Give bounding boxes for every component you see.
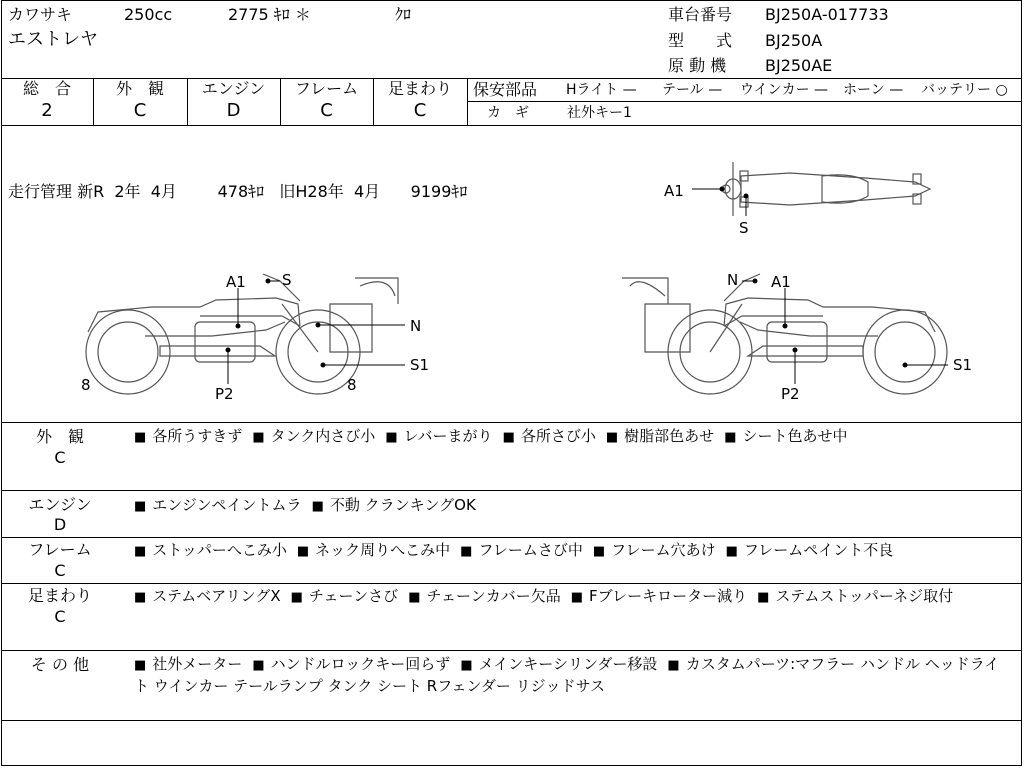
grade-exterior-label: 外 観 — [115, 79, 164, 98]
left-label-s1: S1 — [410, 356, 430, 374]
section-suspension-items: ■ ステムベアリングX■ チェーンさび■ チェーンカバー欠品■ Fブレーキローター減り■ ステムストッパーネジ取付 — [134, 586, 1009, 608]
grade-overall-value: 2 — [41, 100, 53, 121]
section-frame-title: フレーム — [28, 540, 92, 559]
section-suspension-title: 足まわり — [27, 586, 92, 605]
safety-item-battery: バッテリー ○ — [921, 82, 1008, 98]
safety-item-winker: ウインカー — — [740, 82, 829, 98]
key-value: 社外キー1 — [567, 105, 632, 121]
grade-frame-label: フレーム — [294, 79, 359, 98]
left-label-p2: P2 — [215, 385, 234, 403]
safety-item-headlight: Hライト — — [566, 82, 637, 98]
damage-diagram — [0, 126, 1022, 422]
section-frame-grade: C — [54, 561, 66, 580]
left-label-s: S — [282, 271, 292, 289]
safety-item-tail: テール — — [662, 82, 723, 98]
grade-suspension-value: C — [413, 100, 427, 121]
model-name: エストレヤ — [8, 29, 98, 50]
right-label-s1: S1 — [953, 356, 973, 374]
section-engine-title: エンジン — [28, 495, 92, 514]
left-label-n: N — [410, 317, 422, 335]
odometer-history: 走行管理 新R 2年 4月 478ｷﾛ 旧H28年 4月 9199ｷﾛ — [8, 182, 468, 201]
top-label-s: S — [739, 219, 749, 237]
safety-item-horn: ホーン — — [843, 82, 904, 98]
chassis-label: 車台番号 — [668, 5, 733, 24]
section-other-title: そ の 他 — [30, 655, 90, 674]
right-label-p2: P2 — [781, 385, 800, 403]
maker: カワサキ — [8, 5, 73, 24]
top-view-bike — [722, 162, 930, 216]
right-label-a1: A1 — [771, 273, 791, 291]
grade-frame-value: C — [320, 100, 333, 121]
mileage: 2775 ｷﾛ ＊ — [228, 5, 311, 24]
chassis-value: BJ250A-017733 — [765, 5, 889, 24]
grade-suspension-label: 足まわり — [387, 79, 452, 98]
right-label-n: N — [727, 271, 739, 289]
safety-label: 保安部品 — [473, 80, 538, 99]
section-exterior-items: ■ 各所うすきず■ タンク内さび小■ レバーまがり■ 各所さび小■ 樹脂部色あせ■ シート色あせ中 — [134, 426, 1014, 448]
displacement: 250cc — [124, 5, 173, 24]
grade-engine-value: D — [226, 100, 241, 121]
engine-label: 原 動 機 — [668, 56, 727, 75]
type-value: BJ250A — [765, 31, 823, 50]
section-other-items: ■ 社外メーター■ ハンドルロックキー回らず■ メインキーシリンダー移設■ カスタムパーツ:マフラー ハンドル ヘッドライト ウインカー テールランプ タンク シート Rフェンダー リジッドサス — [134, 654, 1014, 697]
section-suspension-grade: C — [54, 607, 66, 626]
section-exterior-title: 外 観 — [35, 427, 84, 446]
safety-mid-line — [467, 101, 1022, 102]
type-label: 型 式 — [668, 31, 733, 50]
color: ｸﾛ — [395, 5, 412, 24]
left-label-8a: 8 — [81, 376, 91, 394]
top-label-a1: A1 — [664, 182, 684, 200]
grade-engine-label: エンジン — [201, 79, 266, 98]
section-exterior-grade: C — [54, 448, 66, 467]
engine-value: BJ250AE — [765, 56, 833, 75]
grade-exterior-value: C — [133, 100, 147, 121]
section-engine-items: ■ エンジンペイントムラ■ 不動 クランキングOK — [134, 495, 1014, 517]
section-engine-grade: D — [53, 515, 67, 534]
left-label-8b: 8 — [347, 376, 357, 394]
left-label-a1: A1 — [226, 273, 246, 291]
grade-overall-label: 総 合 — [22, 79, 71, 98]
key-label: カ ギ — [487, 105, 529, 121]
section-frame-items: ■ ストッパーへこみ小■ ネック周りへこみ中■ フレームさび中■ フレーム穴あけ■ フレームペイント不良 — [134, 540, 1019, 562]
